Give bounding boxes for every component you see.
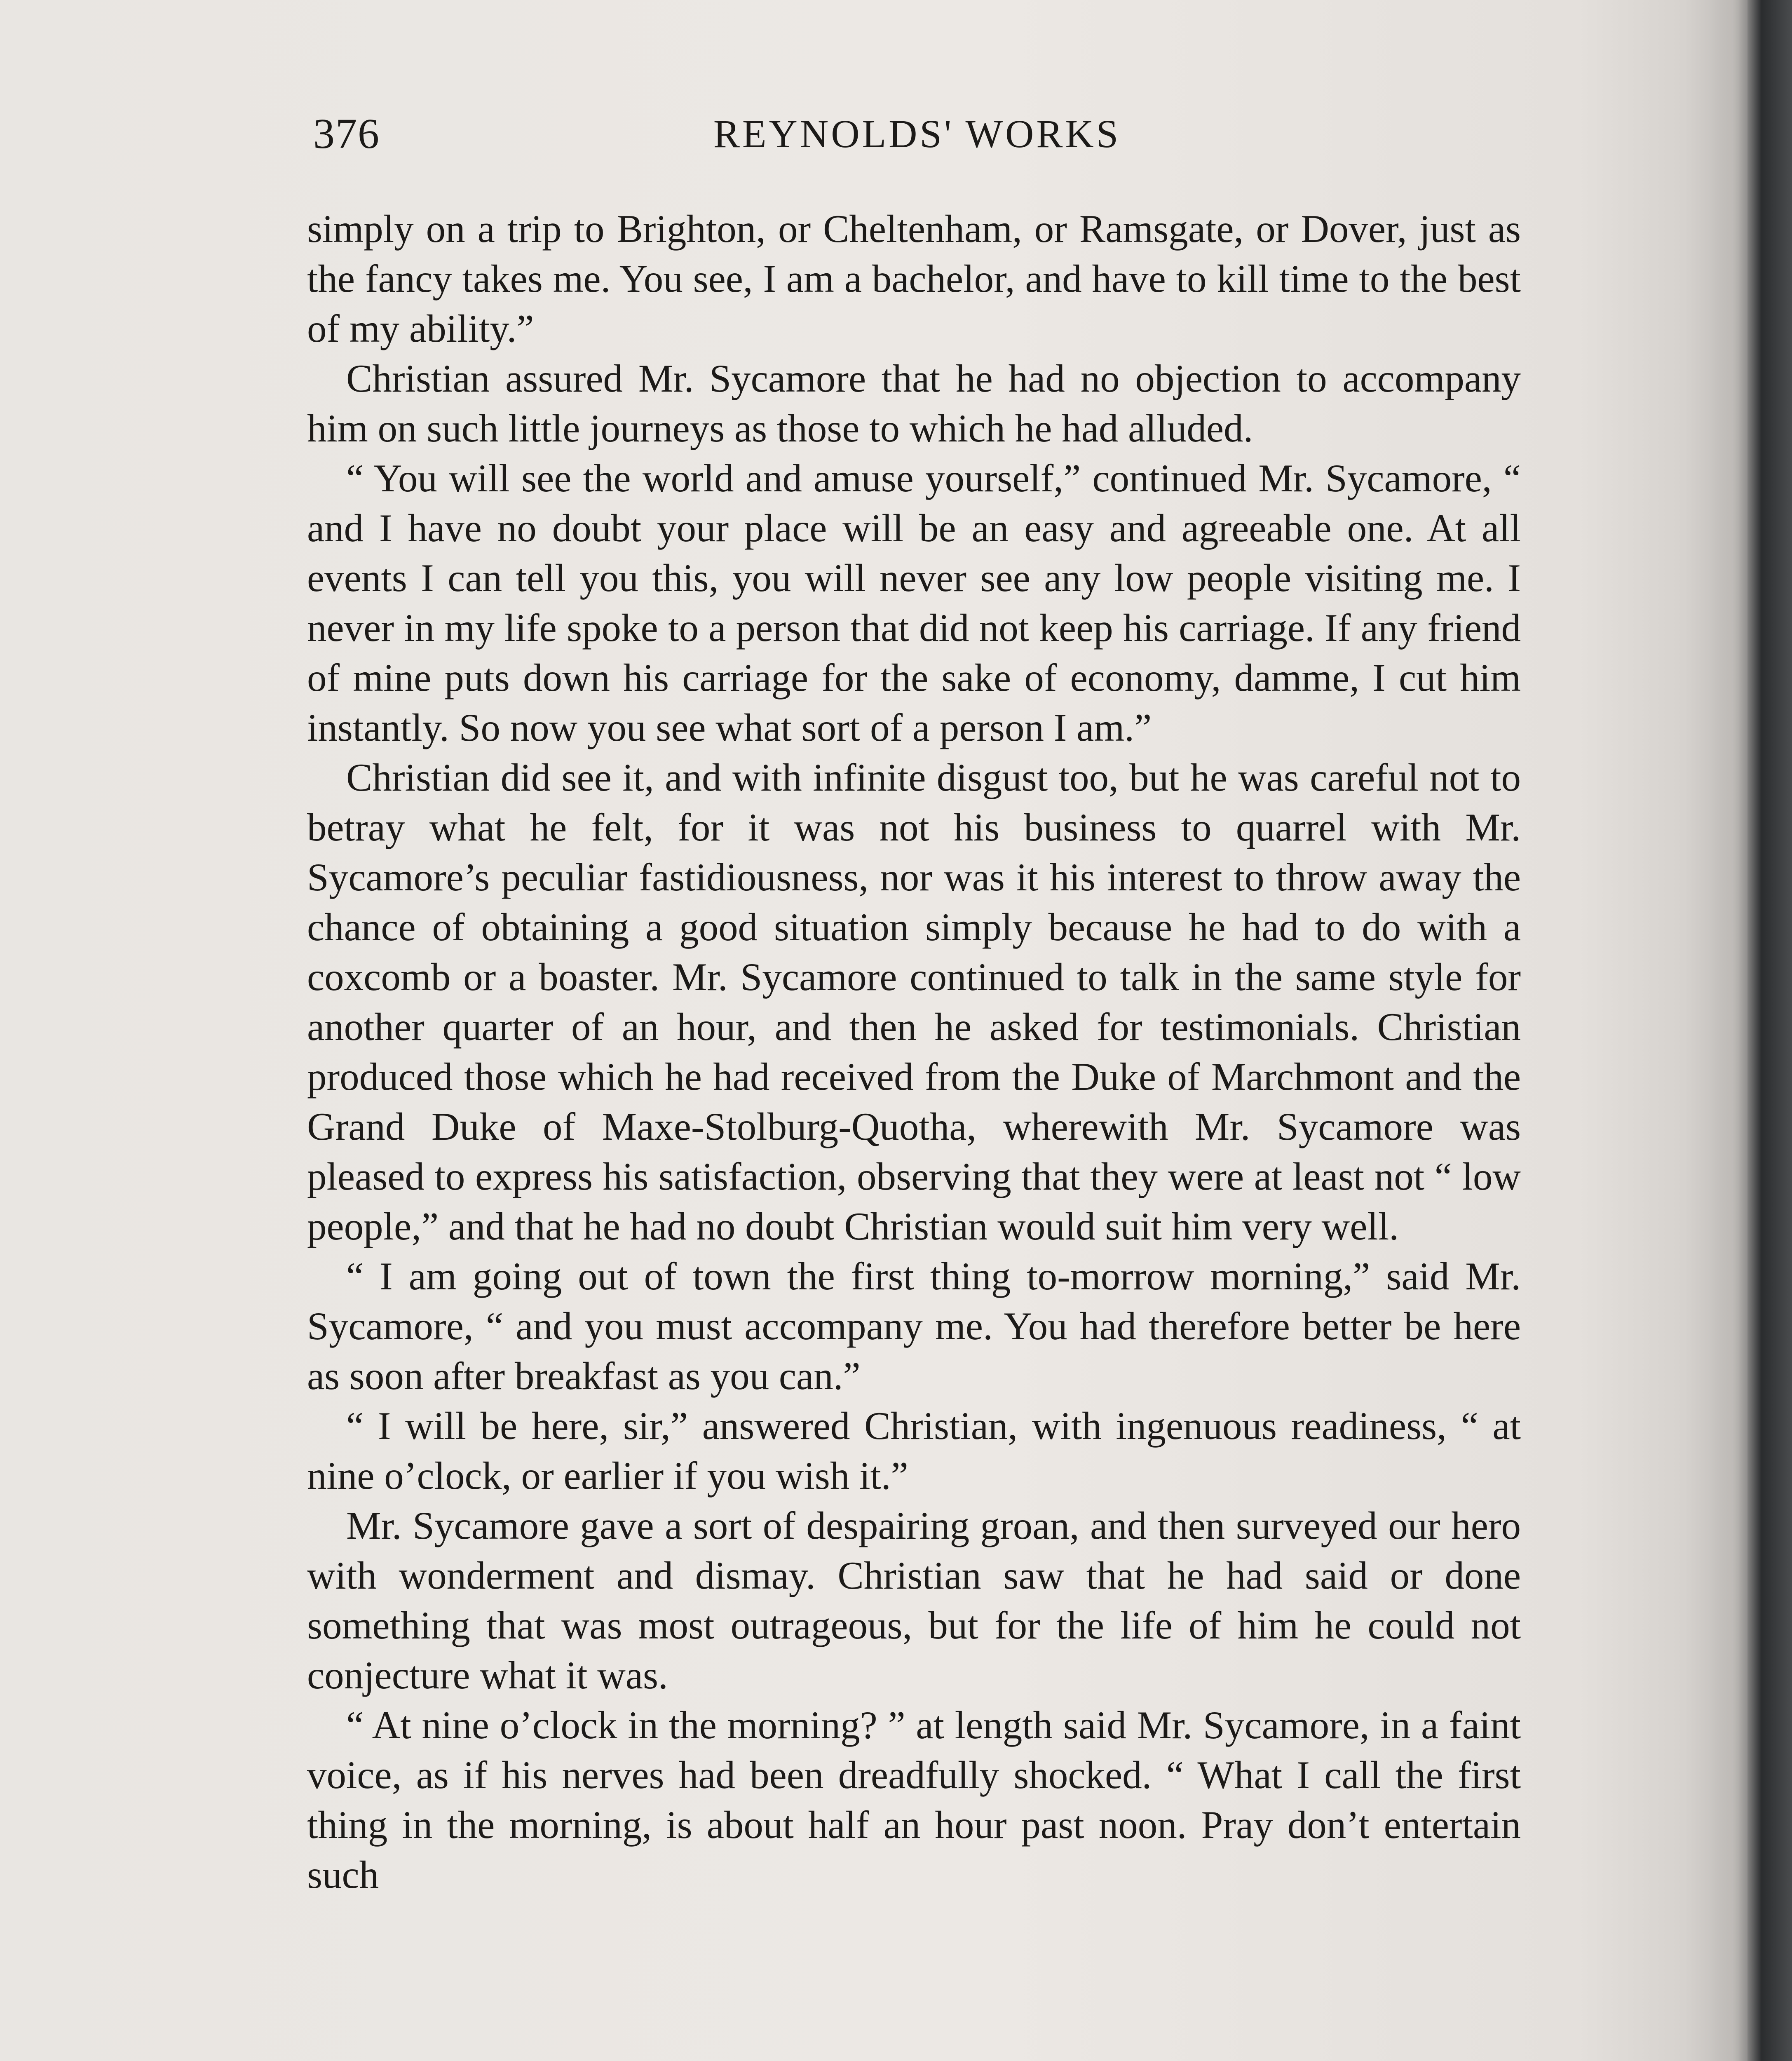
page-number: 376 (313, 110, 380, 157)
paragraph: Christian assured Mr. Sycamore that he had no objection to accompany him on such little journeys as those to which he had alluded. (307, 357, 1521, 450)
running-title: REYNOLDS' WORKS (713, 112, 1121, 156)
paragraph: “ At nine o’clock in the morning? ” at length said Mr. Sycamore, in a faint voice, as if his nerves had been dreadfully shocked. “ What I call the first thing in the morning, is about half an hour past noon. Pray don’t entertain such (307, 1703, 1521, 1897)
page-header (313, 109, 1521, 159)
paragraph: “ I am going out of town the first thing to-morrow morning,” said Mr. Sycamore, “ and you must accompany me. You had therefore better be here as soon after breakfast as you can.” (307, 1254, 1521, 1398)
body-text (307, 204, 1521, 1900)
paragraph: Mr. Sycamore gave a sort of despairing groan, and then surveyed our hero with wonderment and dismay. Christian saw that he had said or done something that was most outrageous, but for the life of him he could not conjecture what it was. (307, 1504, 1521, 1697)
paragraph: “ I will be here, sir,” answered Christian, with ingenuous readiness, “ at nine o’clock, or earlier if you wish it.” (307, 1404, 1521, 1498)
paragraph: simply on a trip to Brighton, or Cheltenham, or Ramsgate, or Dover, just as the fancy takes me. You see, I am a bachelor, and have to kill time to the best of my ability.” (307, 207, 1521, 350)
page-edge-shadow (1710, 0, 1747, 2061)
paragraph: Christian did see it, and with infinite disgust too, but he was careful not to betray what he felt, for it was not his business to quarrel with Mr. Sycamore’s peculiar fastidiousness, nor was it his interest to throw away the chance of obtaining a good situation simply because he had to do with a coxcomb or a boaster. Mr. Sycamore continued to talk in the same style for another quarter of an hour, and then he asked for testimonials. Christian produced those which he had received from the Duke of Marchmont and the Grand Duke of Maxe-Stolburg-Quotha, wherewith Mr. Sycamore was pleased to express his satisfaction, observing that they were at least not “ low people,” and that he had no doubt Christian would suit him very well. (307, 756, 1521, 1248)
paragraph: “ You will see the world and amuse yourself,” continued Mr. Sycamore, “ and I have no doubt your place will be an easy and agreeable one. At all events I can tell you this, you will never see any low people visiting me. I never in my life spoke to a person that did not keep his carriage. If any friend of mine puts down his carriage for the sake of economy, damme, I cut him instantly. So now you see what sort of a person I am.” (307, 456, 1521, 749)
